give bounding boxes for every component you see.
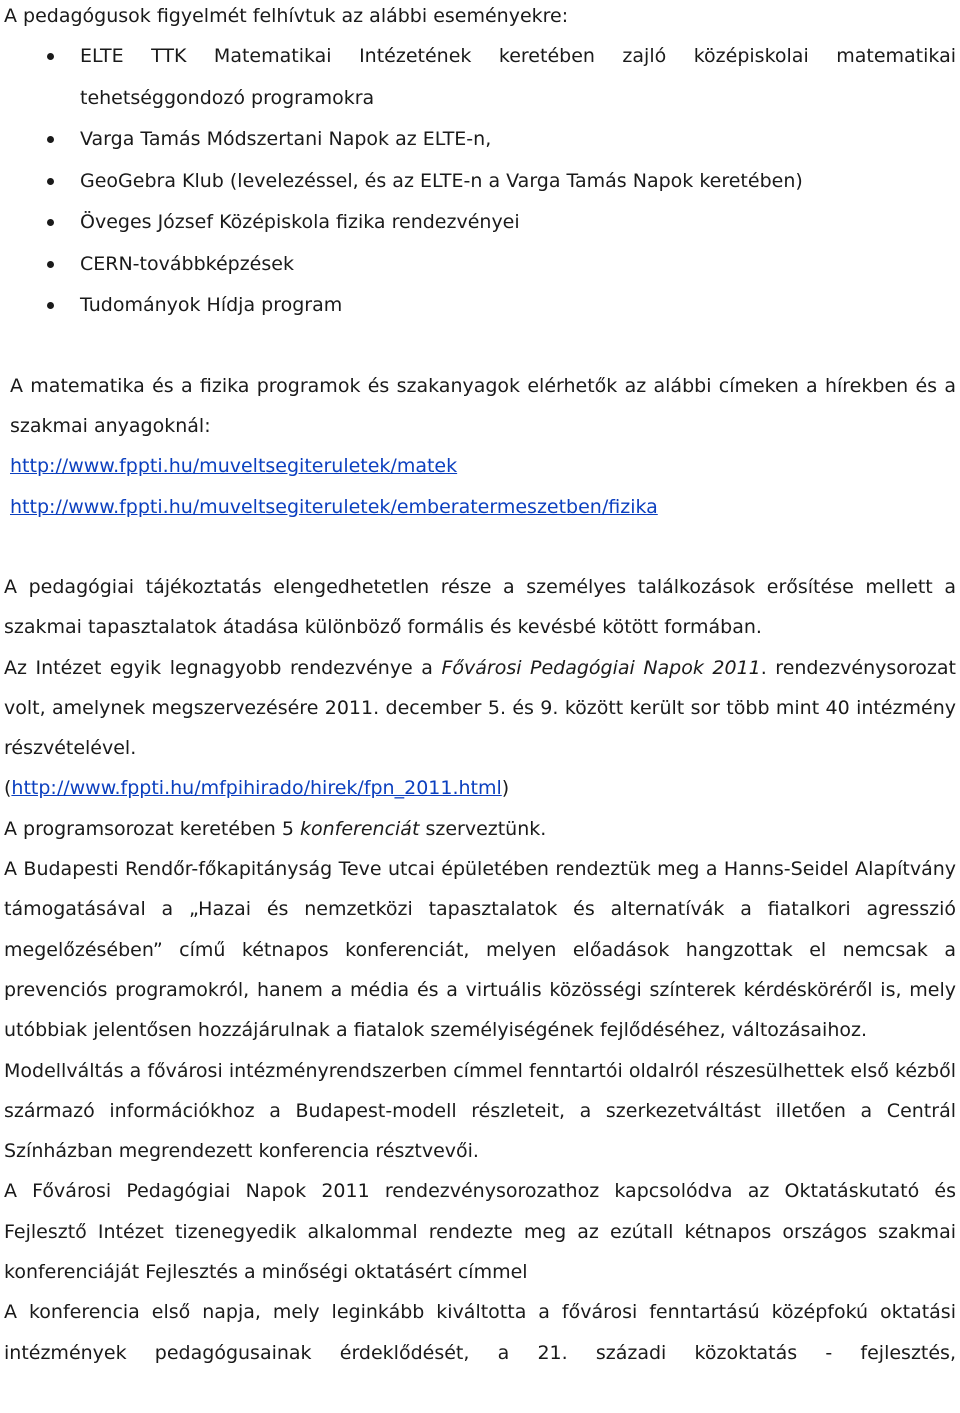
paragraph-model-change: Modellváltás a fővárosi intézményrendszerben címmel fenntartói oldalról részesülhettek első kézből származó információkhoz a Budapest-modell részleteit, a szerkezetváltást illetően a Centrál Színházban megrendezett konferencia résztvevői. (4, 1059, 956, 1163)
paragraph-conferences: A programsorozat keretében 5 konferenciát szerveztünk. (4, 817, 547, 840)
fpn-link[interactable]: http://www.fppti.hu/mfpihirado/hirek/fpn_2011.html (11, 777, 502, 800)
event-item: Varga Tamás Módszertani Napok az ELTE-n, (4, 119, 956, 161)
fpn-link-line: (http://www.fppti.hu/mfpihirado/hirek/fpn_2011.html) (4, 777, 510, 800)
event-item: CERN-továbbképzések (4, 244, 956, 286)
paragraph-first-day: A konferencia első napja, mely leginkább kiváltotta a fővárosi fenntartású középfokú oktatási intézmények pedagógusainak érdeklődését, a 21. századi közoktatás - fejlesztés, (4, 1301, 956, 1364)
event-list (4, 36, 956, 327)
event-title: Fővárosi Pedagógiai Napok 2011 (441, 656, 761, 679)
event-item: ELTE TTK Matematikai Intézetének keretében zajló középiskolai matematikai tehetséggondozó programokra (4, 36, 956, 119)
event-item: GeoGebra Klub (levelezéssel, és az ELTE-n a Varga Tamás Napok keretében) (4, 161, 956, 203)
event-item: Öveges József Középiskola fizika rendezvényei (4, 202, 956, 244)
programs-text: A matematika és a fizika programok és szakanyagok elérhetők az alábbi címeken a hírekben és a szakmai anyagoknál: (10, 374, 956, 438)
intro-text: A pedagógusok figyelmét felhívtuk az alábbi eseményekre: (4, 5, 569, 27)
programs-section (4, 366, 956, 527)
paragraph-fpn: Az Intézet egyik legnagyobb rendezvénye a Fővárosi Pedagógiai Napok 2011. rendezvénysorozat volt, amelynek megszervezésére 2011. december 5. és 9. között került sor több mint 40 intézmény részvételével. (4, 656, 956, 760)
paragraph-ofi-conference: A Fővárosi Pedagógiai Napok 2011 rendezvénysorozathoz kapcsolódva az Oktatáskutató és Fejlesztő Intézet tizenegyedik alkalommal rendezte meg az ezútall kétnapos országos szakmai konferenciáját Fejlesztés a minőségi oktatásért címmel (4, 1180, 956, 1284)
paragraph-police-conference: A Budapesti Rendőr-főkapitányság Teve utcai épületében rendeztük meg a Hanns-Seidel Alapítvány támogatásával a „Hazai és nemzetközi tapasztalatok és alternatívák a fiatalkori agresszió megelőzésében” című kétnapos konferenciát, melyen előadások hangzottak el nemcsak a prevenciós programokról, hanem a média és a virtuális közösségi színterek kérdésköréről is, mely utóbbiak jelentősen hozzájárulnak a fiatalok személyiségének fejlődéséhez, változásaihoz. (4, 858, 956, 1042)
paragraph-information: A pedagógiai tájékoztatás elengedhetetlen része a személyes találkozások erősítése mellett a szakmai tapasztalatok átadása különböző formális és kevésbé kötött formában. (4, 575, 956, 639)
event-item: Tudományok Hídja program (4, 285, 956, 327)
math-link[interactable]: http://www.fppti.hu/muveltsegiteruletek/matek (10, 455, 458, 478)
physics-link[interactable]: http://www.fppti.hu/muveltsegiteruletek/emberatermeszetben/fizika (10, 495, 658, 518)
document-page (4, 0, 956, 1413)
